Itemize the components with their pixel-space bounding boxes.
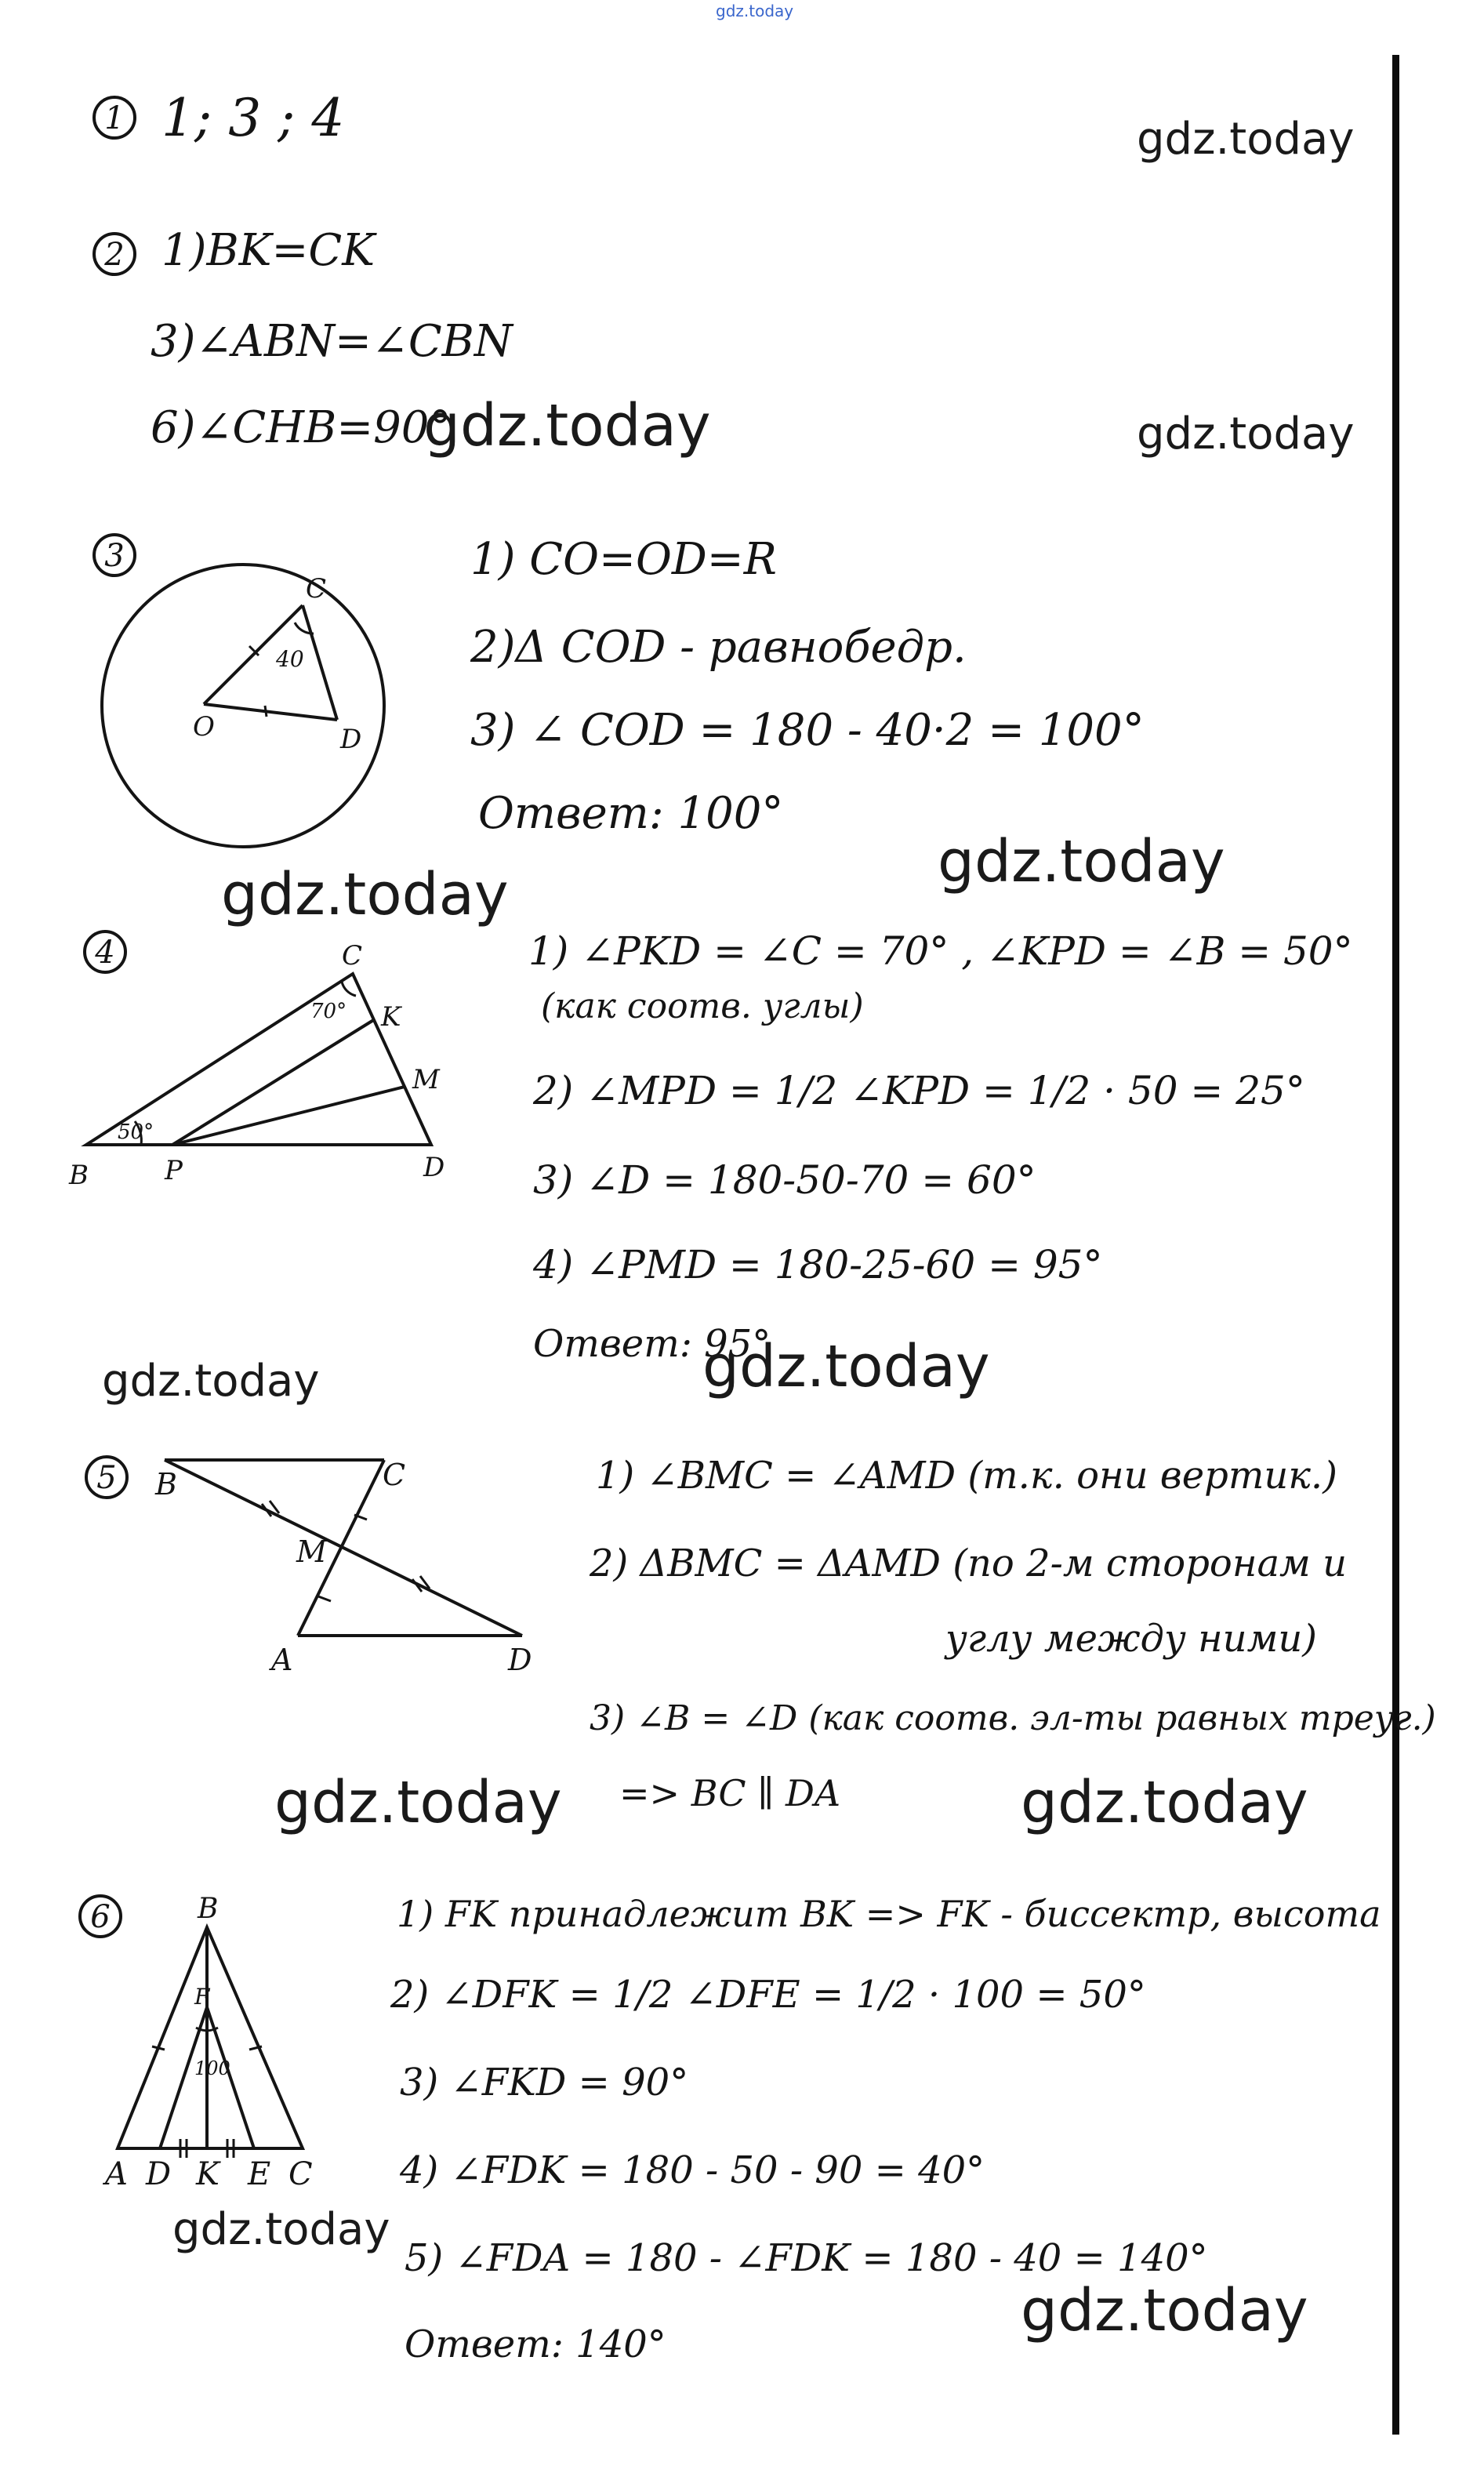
label-k: K [196, 2156, 220, 2192]
task-4-line-1: 1) ∠PKD = ∠C = 70° , ∠KPD = ∠B = 50° [528, 928, 1353, 974]
task-6-answer: Ответ: 140° [405, 2322, 666, 2366]
margin-rule [1392, 55, 1399, 2435]
task-2-number: 2 [93, 232, 136, 276]
tick-mark [318, 1596, 331, 1601]
label-b: B [155, 1467, 177, 1502]
label-a: A [271, 1643, 293, 1677]
watermark: gdz.today [274, 1769, 562, 1836]
label-f: F [194, 1984, 210, 2010]
watermark: gdz.today [221, 861, 509, 928]
task-6-figure [94, 1890, 345, 2219]
angle-50: 50° [118, 1120, 154, 1144]
tick-mark [265, 706, 267, 717]
segment-pm [172, 1087, 405, 1145]
radius-od [204, 704, 337, 720]
task-3-number: 3 [93, 533, 136, 577]
task-4-line-4: 3) ∠D = 180-50-70 = 60° [533, 1157, 1036, 1203]
task-3-line-3: 3) ∠ COD = 180 - 40·2 = 100° [470, 705, 1145, 756]
task-6-line-5: 5) ∠FDA = 180 - ∠FDK = 180 - 40 = 140° [405, 2236, 1208, 2280]
task-4-line-3: 2) ∠MPD = 1/2 ∠KPD = 1/2 · 50 = 25° [533, 1068, 1305, 1113]
label-m: M [296, 1534, 327, 1569]
task-6-line-2: 2) ∠DFK = 1/2 ∠DFE = 1/2 · 100 = 50° [390, 1973, 1146, 2017]
label-c: C [306, 573, 327, 605]
watermark: gdz.today [1137, 409, 1355, 459]
task-4-number: 4 [83, 930, 127, 974]
watermark: gdz.today [102, 1356, 320, 1407]
tick-mark [152, 2046, 165, 2050]
task-5-figure [133, 1443, 557, 1694]
label-d: D [146, 2156, 172, 2192]
watermark: gdz.today [172, 2204, 390, 2255]
task-1-answer: 1; 3 ; 4 [161, 88, 345, 148]
label-e: E [248, 2156, 271, 2192]
watermark: gdz.today [423, 392, 711, 459]
label-c: C [288, 2156, 313, 2192]
label-d: D [508, 1643, 532, 1677]
task-5-line-5: => BC ∥ DA [619, 1772, 841, 1814]
task-6-line-4: 4) ∠FDK = 180 - 50 - 90 = 40° [400, 2148, 985, 2192]
label-p: P [165, 1155, 183, 1186]
angle-70: 70° [310, 1000, 347, 1023]
task-2-line-3: 6)∠CHB=90° [151, 402, 452, 453]
angle-arc-c [342, 982, 356, 996]
task-2-line-2: 3)∠ABN=∠CBN [151, 316, 513, 367]
label-c: C [342, 940, 363, 971]
chord-cd [303, 605, 337, 720]
task-5-line-1: 1) ∠BMC = ∠AMD (т.к. они вертик.) [596, 1454, 1337, 1498]
task-6-line-3: 3) ∠FKD = 90° [400, 2061, 689, 2104]
top-watermark: gdz.today [716, 2, 794, 20]
task-3-circle-figure [78, 541, 392, 855]
angle-40: 40 [276, 646, 304, 672]
task-1-number: 1 [93, 96, 136, 140]
task-3-line-1: 1) CO=OD=R [470, 534, 777, 585]
task-6-line-1: 1) FK принадлежит BK => FK - биссектр, высота [397, 1893, 1381, 1935]
task-6-number: 6 [78, 1894, 122, 1938]
task-4-answer: Ответ: 95° [533, 1322, 771, 1366]
task-3-line-2: 2)Δ COD - равнобедр. [470, 622, 967, 673]
segment-pk [172, 1019, 375, 1145]
label-d: D [423, 1152, 445, 1183]
task-5-number: 5 [85, 1455, 129, 1499]
task-4-line-5: 4) ∠PMD = 180-25-60 = 95° [533, 1242, 1103, 1287]
label-b: B [198, 1893, 219, 1925]
task-4-triangle-figure [63, 933, 502, 1215]
task-2-line-1: 1)BK=CK [161, 225, 376, 276]
watermark: gdz.today [1021, 1769, 1308, 1836]
circle [102, 565, 384, 847]
watermark: gdz.today [938, 828, 1225, 895]
angle-100: 100 [194, 2057, 230, 2079]
triangle-bcd [86, 974, 431, 1145]
task-5-line-2: 2) ΔBMC = ΔAMD (по 2-м сторонам и [590, 1542, 1348, 1585]
task-3-answer: Ответ: 100° [478, 788, 784, 839]
watermark: gdz.today [1021, 2277, 1308, 2344]
task-4-line-2: (как соотв. углы) [541, 986, 864, 1026]
task-5-line-4: 3) ∠B = ∠D (как соотв. эл-ты равных треуг.) [590, 1698, 1436, 1738]
label-a: A [105, 2156, 128, 2192]
label-m: M [412, 1064, 440, 1095]
label-o: O [193, 711, 215, 743]
label-b: B [69, 1160, 89, 1191]
watermark: gdz.today [1137, 114, 1355, 165]
triangle-abc [118, 1927, 303, 2148]
label-d: D [340, 724, 362, 755]
label-c: C [383, 1458, 406, 1492]
label-k: K [381, 1001, 401, 1033]
task-5-line-3: углу между ними) [945, 1617, 1318, 1661]
watermark: gdz.today [702, 1333, 990, 1400]
segment-bd [165, 1460, 522, 1636]
